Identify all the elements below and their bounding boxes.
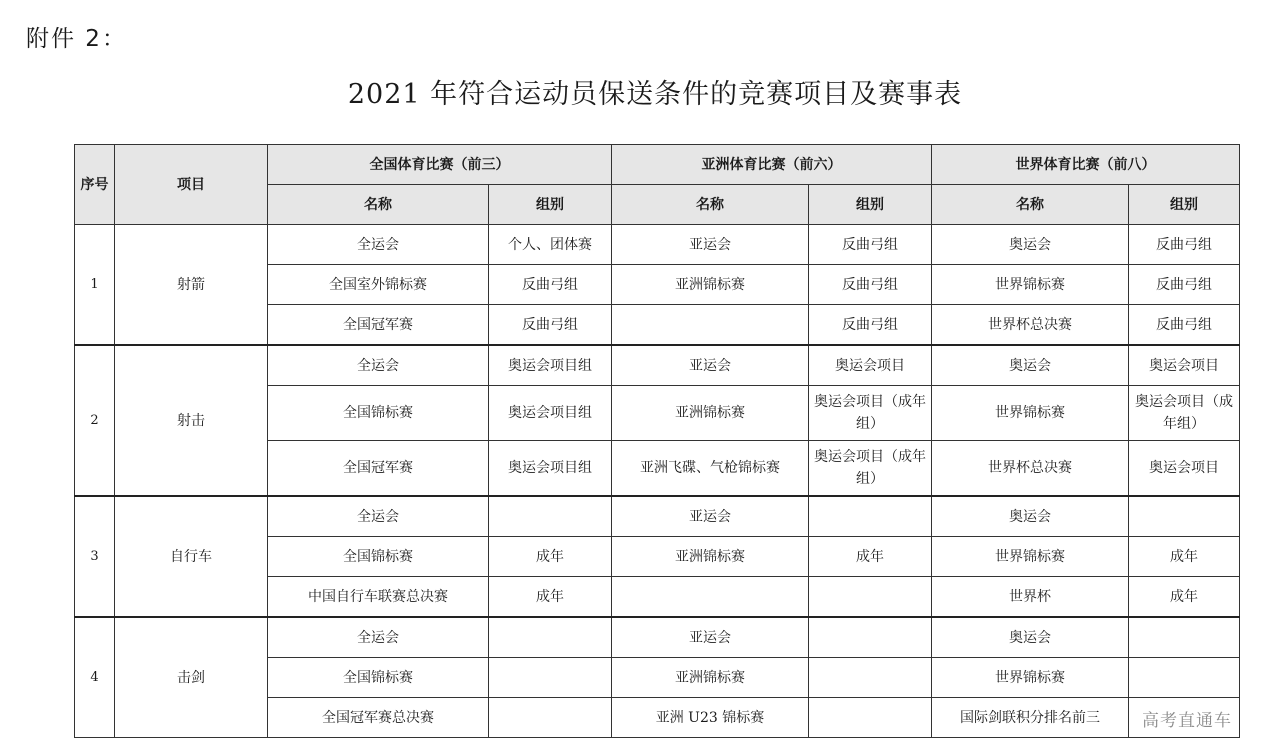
cell-national-group: 奥运会项目组 bbox=[489, 386, 612, 441]
attachment-label: 附件 2： bbox=[26, 26, 127, 52]
cell-asian-name: 亚洲 U23 锦标赛 bbox=[612, 698, 809, 738]
watermark-text: 高考直通车 bbox=[1142, 711, 1232, 731]
cell-world-name: 奥运会 bbox=[932, 345, 1129, 386]
cell-asian-group bbox=[809, 698, 932, 738]
cell-asian-group: 反曲弓组 bbox=[809, 265, 932, 305]
cell-national-name: 全国锦标赛 bbox=[268, 537, 489, 577]
cell-asian-name: 亚运会 bbox=[612, 496, 809, 537]
cell-world-name: 世界锦标赛 bbox=[932, 386, 1129, 441]
sport-index: 3 bbox=[75, 496, 115, 617]
cell-asian-name bbox=[612, 577, 809, 618]
cell-asian-name: 亚运会 bbox=[612, 617, 809, 658]
cell-asian-group bbox=[809, 496, 932, 537]
cell-world-group: 反曲弓组 bbox=[1129, 225, 1240, 265]
header-national: 全国体育比赛（前三） bbox=[268, 145, 612, 185]
cell-world-group: 奥运会项目 bbox=[1129, 441, 1240, 497]
cell-world-name: 世界杯 bbox=[932, 577, 1129, 618]
cell-world-group: 成年 bbox=[1129, 577, 1240, 618]
cell-national-group bbox=[489, 698, 612, 738]
cell-world-name: 世界锦标赛 bbox=[932, 265, 1129, 305]
cell-national-name: 中国自行车联赛总决赛 bbox=[268, 577, 489, 618]
header-national-name: 名称 bbox=[268, 185, 489, 225]
cell-asian-group: 成年 bbox=[809, 537, 932, 577]
cell-world-group: 奥运会项目（成年组） bbox=[1129, 386, 1240, 441]
cell-world-group bbox=[1129, 658, 1240, 698]
header-asian-name: 名称 bbox=[612, 185, 809, 225]
cell-world-name: 世界锦标赛 bbox=[932, 537, 1129, 577]
cell-asian-name: 亚洲锦标赛 bbox=[612, 658, 809, 698]
cell-world-name: 奥运会 bbox=[932, 225, 1129, 265]
cell-world-group: 反曲弓组 bbox=[1129, 305, 1240, 346]
sport-name: 射箭 bbox=[115, 225, 268, 346]
cell-world-name: 奥运会 bbox=[932, 617, 1129, 658]
cell-asian-group bbox=[809, 577, 932, 618]
cell-national-group: 反曲弓组 bbox=[489, 305, 612, 346]
cell-asian-name: 亚洲飞碟、气枪锦标赛 bbox=[612, 441, 809, 497]
cell-asian-group bbox=[809, 617, 932, 658]
cell-national-name: 全运会 bbox=[268, 345, 489, 386]
cell-national-name: 全运会 bbox=[268, 225, 489, 265]
cell-asian-name bbox=[612, 305, 809, 346]
document-title: 2021 年符合运动员保送条件的竞赛项目及赛事表 bbox=[347, 79, 963, 110]
header-asian: 亚洲体育比赛（前六） bbox=[612, 145, 932, 185]
cell-world-group: 成年 bbox=[1129, 537, 1240, 577]
table-row bbox=[75, 345, 1240, 386]
cell-world-name: 世界杯总决赛 bbox=[932, 441, 1129, 497]
cell-national-group: 成年 bbox=[489, 577, 612, 618]
header-national-group: 组别 bbox=[489, 185, 612, 225]
sport-index: 2 bbox=[75, 345, 115, 496]
table-body bbox=[75, 225, 1240, 738]
cell-asian-name: 亚洲锦标赛 bbox=[612, 265, 809, 305]
cell-asian-name: 亚洲锦标赛 bbox=[612, 386, 809, 441]
cell-national-group: 个人、团体赛 bbox=[489, 225, 612, 265]
cell-national-name: 全国冠军赛总决赛 bbox=[268, 698, 489, 738]
cell-national-name: 全国冠军赛 bbox=[268, 305, 489, 346]
header-asian-group: 组别 bbox=[809, 185, 932, 225]
cell-national-name: 全国锦标赛 bbox=[268, 658, 489, 698]
cell-national-name: 全运会 bbox=[268, 496, 489, 537]
cell-national-group bbox=[489, 496, 612, 537]
sport-index: 4 bbox=[75, 617, 115, 738]
cell-world-group bbox=[1129, 496, 1240, 537]
cell-asian-group: 奥运会项目 bbox=[809, 345, 932, 386]
cell-world-name: 世界杯总决赛 bbox=[932, 305, 1129, 346]
cell-national-name: 全国室外锦标赛 bbox=[268, 265, 489, 305]
cell-asian-group: 反曲弓组 bbox=[809, 225, 932, 265]
events-table bbox=[74, 144, 1240, 738]
cell-world-group: 奥运会项目 bbox=[1129, 345, 1240, 386]
table-row bbox=[75, 225, 1240, 265]
sport-index: 1 bbox=[75, 225, 115, 346]
cell-world-name: 国际剑联积分排名前三 bbox=[932, 698, 1129, 738]
cell-national-group bbox=[489, 658, 612, 698]
cell-world-group bbox=[1129, 617, 1240, 658]
header-row-main bbox=[75, 145, 1240, 185]
cell-national-group: 奥运会项目组 bbox=[489, 345, 612, 386]
cell-asian-name: 亚洲锦标赛 bbox=[612, 537, 809, 577]
table-row bbox=[75, 496, 1240, 537]
header-world-group: 组别 bbox=[1129, 185, 1240, 225]
cell-asian-group: 反曲弓组 bbox=[809, 305, 932, 346]
cell-asian-group bbox=[809, 658, 932, 698]
sport-name: 射击 bbox=[115, 345, 268, 496]
cell-national-group: 反曲弓组 bbox=[489, 265, 612, 305]
header-world: 世界体育比赛（前八） bbox=[932, 145, 1240, 185]
header-index: 序号 bbox=[75, 145, 115, 225]
cell-asian-group: 奥运会项目（成年组） bbox=[809, 386, 932, 441]
header-world-name: 名称 bbox=[932, 185, 1129, 225]
cell-asian-name: 亚运会 bbox=[612, 345, 809, 386]
cell-national-name: 全国冠军赛 bbox=[268, 441, 489, 497]
cell-asian-name: 亚运会 bbox=[612, 225, 809, 265]
cell-national-group bbox=[489, 617, 612, 658]
cell-world-name: 世界锦标赛 bbox=[932, 658, 1129, 698]
sport-name: 击剑 bbox=[115, 617, 268, 738]
table-row bbox=[75, 617, 1240, 658]
cell-national-group: 成年 bbox=[489, 537, 612, 577]
cell-world-group: 反曲弓组 bbox=[1129, 265, 1240, 305]
header-sport: 项目 bbox=[115, 145, 268, 225]
cell-world-name: 奥运会 bbox=[932, 496, 1129, 537]
sport-name: 自行车 bbox=[115, 496, 268, 617]
cell-national-group: 奥运会项目组 bbox=[489, 441, 612, 497]
cell-national-name: 全国锦标赛 bbox=[268, 386, 489, 441]
cell-national-name: 全运会 bbox=[268, 617, 489, 658]
cell-asian-group: 奥运会项目（成年组） bbox=[809, 441, 932, 497]
